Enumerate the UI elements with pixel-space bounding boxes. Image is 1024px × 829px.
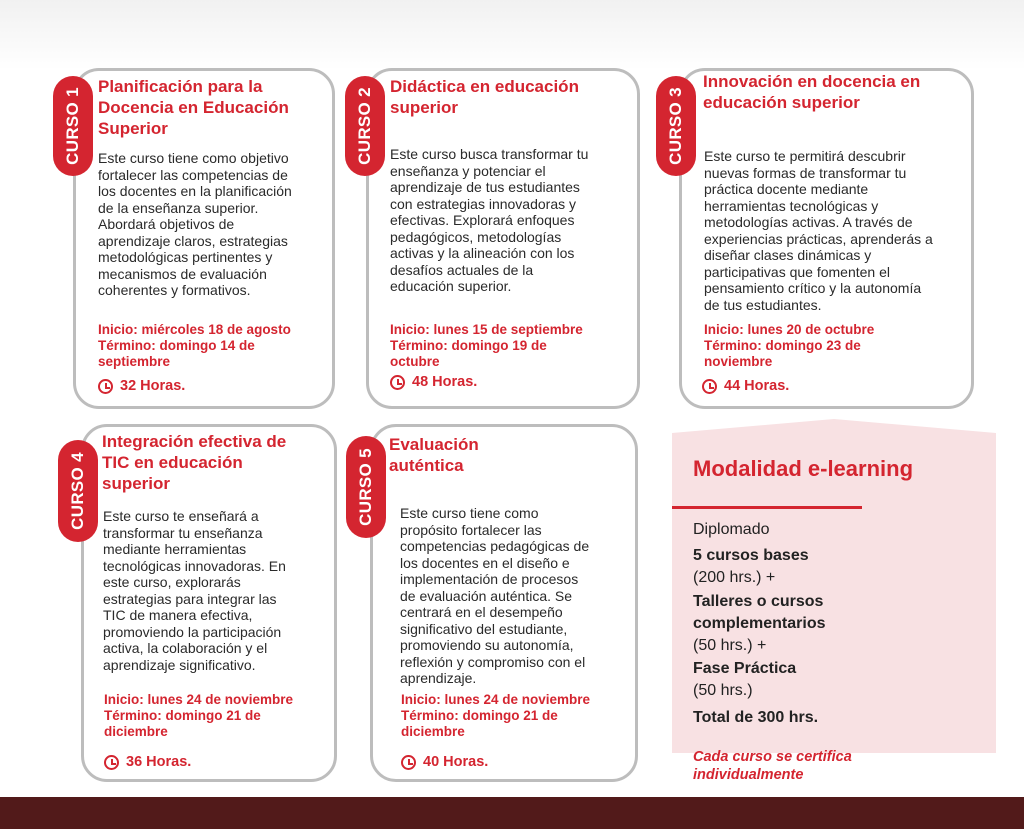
- course-hours-4: 36 Horas.: [104, 754, 191, 770]
- course-description-5: Este curso tiene como propósito fortalecer las competencias pedagógicas de los docentes en el diseño e implementación de procesos de evaluación auténtica. Se centrará en el desempeño significativo del estudiante, promoviendo su autonomía, reflexión y compromiso con el aprendizaje.: [400, 505, 590, 686]
- course-title-3: Innovación en docencia en educación superior: [703, 72, 921, 112]
- modality-item-2-line-1: Talleres o cursos: [693, 593, 824, 610]
- course-dates-4: Inicio: lunes 24 de noviembre Término: domingo 21 de diciembre: [104, 692, 294, 739]
- course-title-2: Didáctica en educación superior: [390, 77, 579, 117]
- course-dates-5: Inicio: lunes 24 de noviembre Término: domingo 21 de diciembre: [401, 692, 591, 739]
- modality-item-1: 5 cursos bases: [693, 547, 809, 564]
- course-tab-4: CURSO 4: [58, 440, 98, 542]
- clock-icon: [401, 755, 416, 770]
- course-dates-1: Inicio: miércoles 18 de agosto Término: domingo 14 de septiembre: [98, 322, 291, 369]
- course-hours-1: 32 Horas.: [98, 378, 185, 394]
- modality-diploma: Diplomado: [693, 521, 770, 538]
- course-tab-3: CURSO 3: [656, 76, 696, 176]
- modality-divider: [672, 506, 862, 509]
- course-hours-2: 48 Horas.: [390, 374, 477, 390]
- course-description-4: Este curso te enseñará a transformar tu enseñanza mediante herramientas tecnológicas innovadoras. En este curso, explorarás estrategias para integrar las TIC de manera efectiva, promoviendo la participación activa, la colaboración y el aprendizaje significativo.: [103, 508, 286, 673]
- course-description-1: Este curso tiene como objetivo fortalecer las competencias de los docentes en la planificación de la enseñanza superior. Abordará objetivos de aprendizaje claros, estrategias metodológicas pertinentes y mecanismos de evaluación coherentes y formativos.: [98, 150, 292, 298]
- course-tab-1: CURSO 1: [53, 76, 93, 176]
- course-tab-2: CURSO 2: [345, 76, 385, 176]
- course-title-5: Evaluación auténtica: [389, 435, 479, 475]
- course-hours-5: 40 Horas.: [401, 754, 488, 770]
- footer-bar: [0, 797, 1024, 829]
- course-dates-2: Inicio: lunes 15 de septiembre Término: domingo 19 de octubre: [390, 322, 583, 369]
- modality-item-1-hours: (200 hrs.) +: [693, 569, 776, 586]
- modality-title: Modalidad e-learning: [693, 456, 914, 481]
- modality-item-3: Fase Práctica: [693, 660, 797, 677]
- certification-note: Cada curso se certifica individualmente: [693, 749, 852, 783]
- course-hours-3: 44 Horas.: [702, 378, 789, 394]
- course-dates-3: Inicio: lunes 20 de octubre Término: domingo 23 de noviembre: [704, 322, 875, 369]
- course-title-1: Planificación para la Docencia en Educación Superior: [98, 77, 289, 138]
- clock-icon: [702, 379, 717, 394]
- clock-icon: [98, 379, 113, 394]
- course-description-2: Este curso busca transformar tu enseñanza y potenciar el aprendizaje de tus estudiantes con estrategias innovadoras y efectivas. Explorará enfoques pedagógicos, metodologías activas y la alineación con los desafíos actuales de la educación superior.: [390, 146, 589, 294]
- modality-item-2-line-2: complementarios: [693, 615, 826, 632]
- modality-total: Total de 300 hrs.: [693, 709, 819, 726]
- course-description-3: Este curso te permitirá descubrir nuevas formas de transformar tu práctica docente mediante herramientas tecnológicas y metodologías activas. A través de experiencias prácticas, aprenderás a diseñar clases dinámicas y participativas que fomenten el pensamiento crítico y la autonomía de tus estudiantes.: [704, 148, 933, 313]
- course-tab-5: CURSO 5: [346, 436, 386, 538]
- modality-item-2-hours: (50 hrs.) +: [693, 637, 767, 654]
- clock-icon: [390, 375, 405, 390]
- course-title-4: Integración efectiva de TIC en educación superior: [102, 432, 287, 493]
- clock-icon: [104, 755, 119, 770]
- modality-item-3-hours: (50 hrs.): [693, 682, 753, 699]
